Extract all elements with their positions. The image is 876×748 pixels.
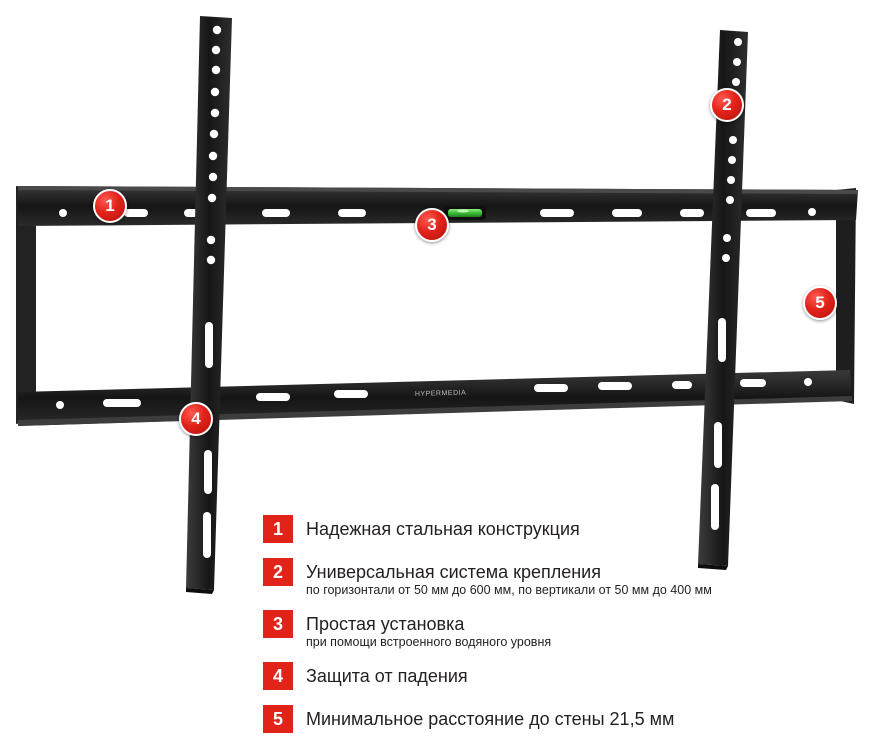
legend-subtitle: по горизонтали от 50 мм до 600 мм, по вертикали от 50 мм до 400 мм <box>306 583 712 597</box>
legend-badge: 1 <box>263 515 293 543</box>
legend-badge: 4 <box>263 662 293 690</box>
legend-item-2 <box>263 558 712 597</box>
marker-2: 2 <box>710 88 744 122</box>
legend-badge: 5 <box>263 705 293 733</box>
legend-subtitle: при помощи встроенного водяного уровня <box>306 635 552 649</box>
legend-item-3 <box>263 610 551 649</box>
marker-5: 5 <box>803 286 837 320</box>
marker-3: 3 <box>415 208 449 242</box>
legend-item-1 <box>263 515 580 543</box>
legend-badge: 3 <box>263 610 293 638</box>
marker-4: 4 <box>179 402 213 436</box>
legend-item-5 <box>263 705 674 733</box>
legend-title: Универсальная система крепления <box>306 562 601 582</box>
marker-1: 1 <box>93 189 127 223</box>
legend-item-4 <box>263 662 468 690</box>
legend-badge: 2 <box>263 558 293 586</box>
legend-title: Надежная стальная конструкция <box>306 519 580 539</box>
left-vertical-arm <box>186 16 232 594</box>
legend-title: Защита от падения <box>306 666 468 686</box>
legend-title: Минимальное расстояние до стены 21,5 мм <box>306 709 675 729</box>
legend-title: Простая установка <box>306 614 465 634</box>
bubble-level <box>444 206 486 220</box>
brand-label: HYPERMEDIA <box>414 389 467 398</box>
